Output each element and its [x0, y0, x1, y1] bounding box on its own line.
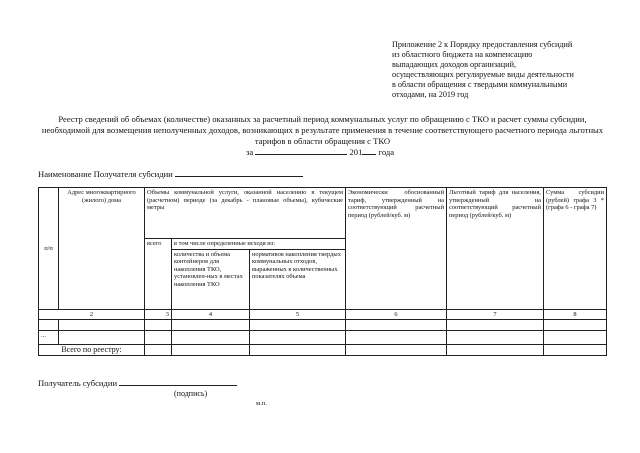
signature-blank [119, 377, 237, 386]
col-number: 3 [145, 309, 172, 320]
header-total: всего [145, 239, 172, 310]
table-cell[interactable] [544, 331, 607, 345]
header-pref-tariff: Льготный тариф для населения, утвержденный на соответствующий расчетный период (рублей/куб. м) [447, 188, 544, 310]
annex-line: из областного бюджета на компенсацию [392, 50, 533, 59]
annex-line: осуществляющих регулируемые виды деятельности [392, 70, 574, 79]
col-number: 8 [544, 309, 607, 320]
period-prefix: за [245, 147, 254, 157]
header-volumes: Объемы коммунальной услуги, оказанной населению в текущем (расчетном) периоде (за декабрь - плановые объемы), кубические метры [145, 188, 346, 239]
table-cell[interactable] [346, 320, 447, 331]
table-cell[interactable] [145, 331, 172, 345]
annex-line: выпадающих доходов организаций, [392, 60, 516, 69]
col-number: 7 [447, 309, 544, 320]
period-suffix: года [378, 147, 395, 157]
table-cell[interactable] [544, 345, 607, 356]
table-cell[interactable] [172, 320, 250, 331]
header-containers: количества и объема контейнеров для накопления ТКО, установлен-ных в местах накопления ТКО [172, 249, 250, 309]
table-cell[interactable] [172, 345, 250, 356]
header-row [39, 188, 607, 239]
col-number: 5 [250, 309, 346, 320]
table-cell[interactable] [250, 320, 346, 331]
table-cell[interactable] [346, 345, 447, 356]
col-number: 4 [172, 309, 250, 320]
column-number-row [39, 309, 607, 320]
register-table [38, 187, 607, 356]
table-cell[interactable] [59, 331, 145, 345]
annex-line: Приложение 2 к Порядку предоставления субсидий [392, 40, 573, 49]
col-number: 6 [346, 309, 447, 320]
period-line [0, 146, 640, 157]
table-cell[interactable] [447, 331, 544, 345]
ellipsis-cell [39, 331, 59, 345]
annex-line: отходами, на 2019 год [392, 90, 469, 99]
recipient-line [38, 168, 303, 179]
signature-label: Получатель субсидии [38, 378, 118, 388]
table-cell[interactable] [145, 320, 172, 331]
table-cell[interactable] [145, 345, 172, 356]
header-norms: нормативов накопления твердых коммунальных отходов, выраженных в количественных показателях объема [250, 249, 346, 309]
table-cell[interactable] [59, 320, 145, 331]
table-cell[interactable] [447, 320, 544, 331]
col-number: 2 [39, 309, 145, 320]
annex-note [392, 40, 600, 100]
header-econ-tariff: Экономически обоснованный тариф, утвержденный на соответствующий расчетный период (рублей/куб. м) [346, 188, 447, 310]
period-blank [255, 146, 347, 155]
table-cell[interactable] [447, 345, 544, 356]
table-cell[interactable] [250, 331, 346, 345]
recipient-blank [175, 168, 303, 177]
annex-line: в области обращения с твердыми коммунальными [392, 80, 568, 89]
table-row [39, 320, 607, 331]
table-cell[interactable] [544, 320, 607, 331]
document-title: Реестр сведений об объемах (количестве) оказанных за расчетный период коммунальных услуг по обращению с ТКО и расчет суммы субсидии, необходимой для возмещения неполученных доходов, возникающих в результате применения в течение соответствующего расчетного периода льготных тарифов в области обращения с ТКО [41, 114, 604, 146]
header-subsidy: Сумма субсидии (рублей) графа 3 * (графа 6 - графа 7) [544, 188, 607, 310]
table-cell[interactable] [250, 345, 346, 356]
table-cell[interactable] [172, 331, 250, 345]
table-cell[interactable] [39, 320, 59, 331]
table-row [39, 331, 607, 345]
total-label: Всего по реестру: [39, 345, 145, 356]
header-address: Адрес многоквартирного (жилого) дома [59, 188, 145, 310]
total-row [39, 345, 607, 356]
signature-line [38, 377, 237, 388]
stamp-placeholder: м.п. [256, 400, 267, 407]
signature-caption: (подпись) [174, 389, 208, 398]
table-cell[interactable] [346, 331, 447, 345]
year-blank [362, 146, 376, 155]
recipient-label: Наименование Получателя субсидии [38, 169, 173, 179]
period-year: 201 [349, 147, 363, 157]
ellipsis: ... [41, 332, 46, 340]
header-num: п/п [39, 188, 59, 310]
header-incl: в том числе определенные исходя из: [172, 239, 346, 250]
